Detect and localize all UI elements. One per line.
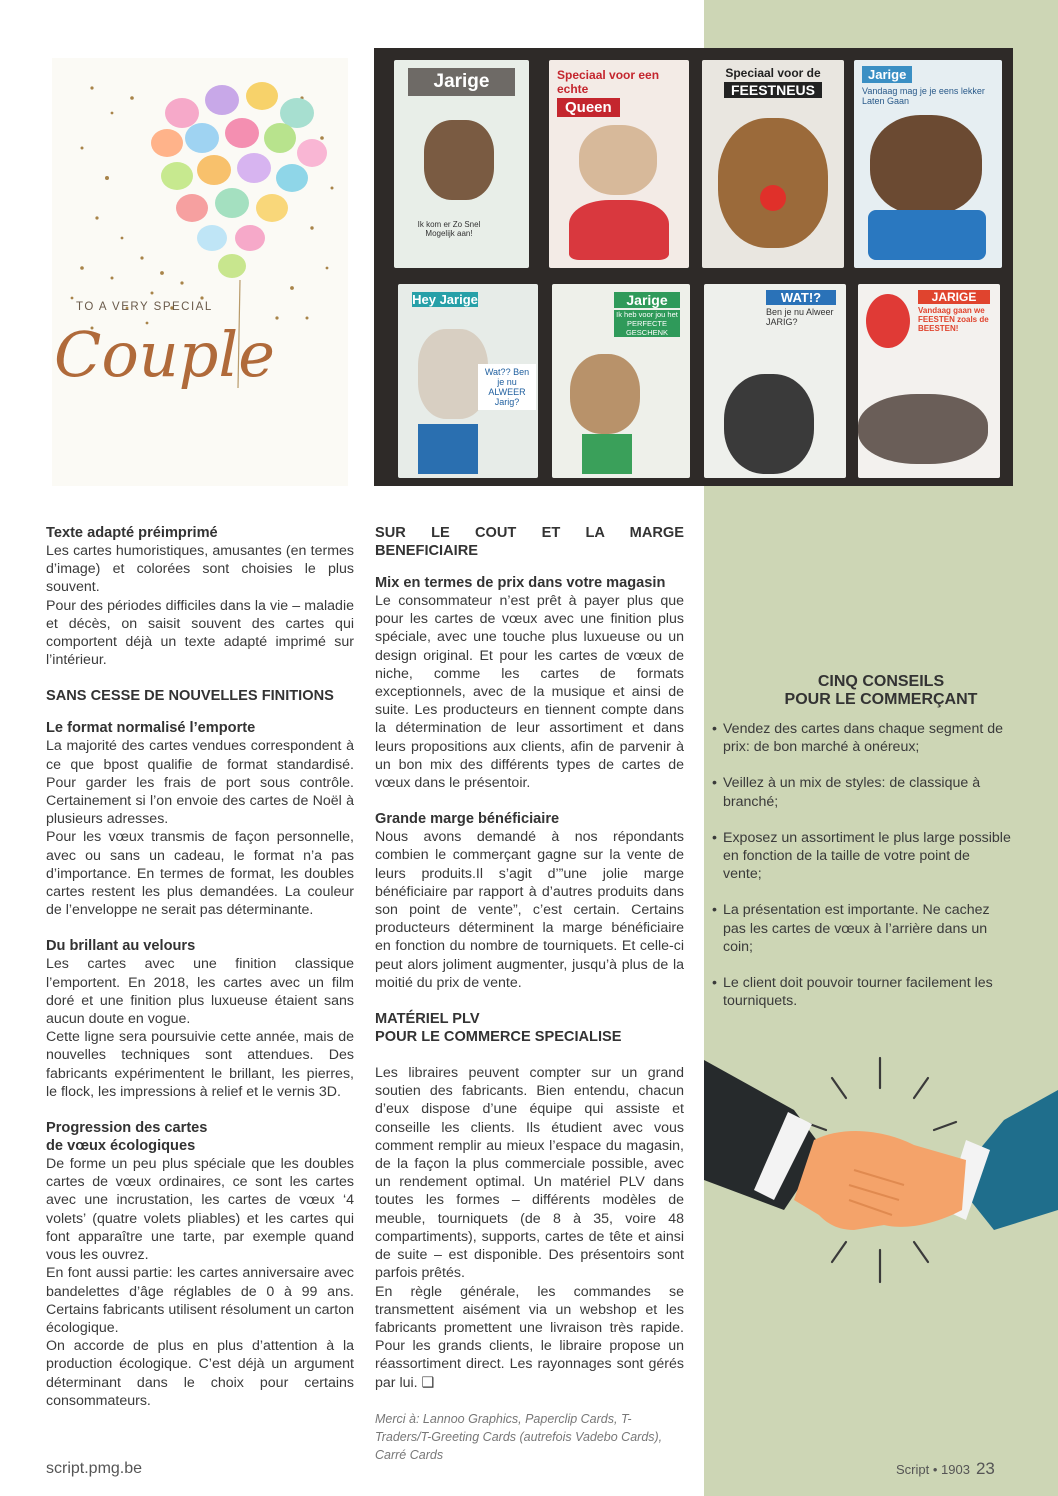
section-heading: MATÉRIEL PLV <box>375 1011 480 1028</box>
handshake-icon <box>704 1050 1058 1300</box>
card-item <box>702 60 844 268</box>
card-title: Jarige <box>862 66 912 83</box>
card-subtitle: Ben je nu Alweer JARIG? <box>766 307 834 327</box>
section-heading: SUR LE COUT ET LA MARGE BENEFICIAIRE <box>375 525 684 559</box>
paragraph: De forme un peu plus spéciale que les doubles cartes de vœux ordinaires, ce sont les cartes avec une incrustation, les cartes de vœux ‘4 volets’ (quatre volets pliables) et les cartes qui font apparaître une tarte, par exemple quand vous les ouvrez. <box>46 1156 354 1264</box>
subheading: Mix en termes de prix dans votre magasin <box>375 575 666 591</box>
card-title: Jarige <box>614 292 680 308</box>
subheading: Grande marge bénéficiaire <box>375 811 560 828</box>
tip-item <box>712 829 1012 884</box>
scooter-illustration <box>569 200 669 260</box>
card-item <box>549 60 689 268</box>
card-subtitle: Wat?? Ben je nu ALWEER Jarig? <box>478 364 536 410</box>
tips-list <box>712 720 1012 1028</box>
section-heading: POUR LE COMMERCE SPECIALISE <box>375 1029 622 1046</box>
cat-illustration <box>570 354 640 434</box>
card-subtitle: Vandaag gaan we FEESTEN zoals de BEESTEN! <box>918 306 989 333</box>
subheading: Progression des cartes <box>46 1120 208 1137</box>
section-heading: SANS CESSE DE NOUVELLES FINITIONS <box>46 688 334 705</box>
paragraph: Les cartes avec une finition classique l’emportent. En 2018, les cartes avec un film doré et une finition plus luxueuse étaient sans aucun doute en vogue. <box>46 956 354 1028</box>
paragraph: On accorde de plus en plus d’attention à la production écologique. C’est déjà un argument déterminant dans le choix pour certains consommateurs. <box>46 1338 354 1409</box>
card-item <box>854 60 1002 268</box>
article-column-1 <box>46 524 354 1410</box>
paragraph: Cette ligne sera poursuivie cette année, mais de nouvelles techniques sont attendues. Des fabricants expérimentent le brillant, les pierres, le flock, les impressions à relief et le vernis 3D. <box>46 1029 354 1100</box>
lion-illustration <box>718 118 828 248</box>
bear-illustration <box>870 115 982 215</box>
clown-nose <box>760 185 786 211</box>
card-subtitle: Vandaag mag je je eens lekker Laten Gaan <box>862 86 985 106</box>
card-subtitle: Ik kom er Zo Snel Mogelijk aan! <box>417 220 481 238</box>
tip-item <box>712 720 1012 756</box>
gorilla-illustration <box>724 374 814 474</box>
tip-item <box>712 774 1012 810</box>
paragraph: La majorité des cartes vendues correspondent à ce que bpost qualifie de format standardisé. Pour garder les frais de port sous contrôle. Certainement si l’on envoie des cartes de Noël à plusieurs adresses. <box>46 738 354 828</box>
bullet: • <box>712 975 717 992</box>
paragraph: Le consommateur n’est prêt à payer plus que pour les cartes de vœux avec une finition plus spéciale, avec une touche plus luxueuse ou un design original. Et pour les cartes de vœux de niche, comme les cartes de formats exceptionnels, avec de la musique et ainsi de suite. Les producteurs en tiennent compte dans la détermination de leur assortiment et dans leurs propositions aux clients, afin de parvenir à un bon mix des différents types de cartes de vœux dans le présentoir. <box>375 593 684 792</box>
gift-illustration <box>418 424 478 474</box>
tip-text: Exposez un assortiment le plus large possible en fonction de la taille de votre point de vente; <box>723 829 1011 883</box>
card-subtitle: Queen <box>557 98 620 117</box>
card-item <box>858 284 1000 478</box>
issue-label: Script • 1903 <box>896 1462 970 1477</box>
bullet: • <box>712 902 717 919</box>
card-subtitle: Ik heb voor jou het PERFECTE GESCHENK <box>614 310 680 337</box>
bullet: • <box>712 775 717 792</box>
paragraph: Pour des périodes difficiles dans la vie – maladie et décès, on saisit souvent des cartes qui comportent déjà un texte adapté imprimé sur l’intérieur. <box>46 597 354 669</box>
subheading: Du brillant au velours <box>46 938 196 955</box>
couple-card-photo <box>52 58 348 486</box>
dog-illustration <box>579 125 657 195</box>
card-title: Speciaal voor de <box>725 66 821 80</box>
paragraph: En règle générale, les commandes se transmettent aisément via un webshop et les fabricants promettent une livraison très rapide. Pour les grands clients, le libraire propose un réassortiment direct. Les rayonnages sont gérés par lui. ❑ <box>375 1283 684 1391</box>
card-title: Jarige <box>408 68 515 96</box>
tip-text: La présentation est importante. Ne cachez pas les cartes de vœux à l’arrière dans un coin; <box>723 902 990 955</box>
tip-text: Vendez des cartes dans chaque segment de prix: de bon marché à onéreux; <box>723 721 1004 756</box>
subheading: Le format normalisé l’emporte <box>46 720 256 737</box>
tip-item <box>712 901 1012 956</box>
card-script: Couple <box>54 318 275 391</box>
paragraph: Les cartes humoristiques, amusantes (en termes d’image) et colorées sont choisies le plus souvent. <box>46 543 354 596</box>
subheading: Texte adapté préimprimé <box>46 525 218 541</box>
paragraph: Nous avons demandé à nos répondants combien le commerçant gagne sur la vente de leurs produits.Il s’agit d’”une jolie marge bénéficiaire par rapport à d’autres produits dans son point de vente”, c’est certain. Certains producteurs déterminent la marge bénéficiaire en fonction du nombre de tourniquets. Et celle-ci peut alors joliment augmenter, jusqu’à plus de la moitié du prix de vente. <box>375 829 684 991</box>
rhino-illustration <box>858 394 988 464</box>
tips-title-line: POUR LE COMMERÇANT <box>784 691 978 708</box>
article-column-2 <box>375 524 684 1464</box>
bullet: • <box>712 829 717 846</box>
footer-url: script.pmg.be <box>46 1460 143 1477</box>
card-item <box>704 284 846 478</box>
card-title: Speciaal voor een echte <box>557 68 660 96</box>
gift-illustration <box>582 434 632 474</box>
card-title: Hey Jarige <box>412 292 478 307</box>
paragraph: Pour les vœux transmis de façon personnelle, avec ou sans un cadeau, le format n’a pas d’importance. En termes de format, les doubles cartes restent les plus demandées. La couleur de l’enveloppe ne serait pas déterminante. <box>46 829 354 919</box>
owl-illustration <box>424 120 494 200</box>
card-item <box>394 60 529 268</box>
heart-balloon-illustration <box>52 58 348 486</box>
paragraph: En font aussi partie: les cartes anniversaire avec bandelettes d’âge réglables de 0 à 99 ans. Certains fabricants utilisent résolument un carton écologique. <box>46 1265 354 1336</box>
page-number: 23 <box>975 1459 995 1478</box>
footer-issue <box>896 1459 995 1479</box>
card-caption: TO A VERY SPECIAL <box>76 301 213 313</box>
paragraph: Les libraires peuvent compter sur un grand soutien des fabricants. Bien entendu, chacun d’eux dispose d’une équipe qui assiste et conseille les clients. Ils étudient avec vous comment remplir au mieux l’espace du magasin, de la façon la plus commerciale possible, avec un rendement optimal. Un matériel PLV dans toutes les formes – différents modèles de meuble, tourniquets (de 8 à 35, voire 48 compartiments), supports, cartes de tête et ainsi de suite – est disponible. Des présentoirs sont parfois prêtés. <box>375 1065 684 1282</box>
subheading: de vœux écologiques <box>46 1138 196 1155</box>
tip-text: Le client doit pouvoir tourner facilement les tourniquets. <box>723 975 993 1010</box>
card-title: WAT!? <box>766 290 836 305</box>
tips-title <box>712 673 1050 709</box>
credits: Merci à: Lannoo Graphics, Paperclip Cards, T-Traders/T-Greeting Cards (autrefois Vadebo Cards), Carré Cards <box>375 1411 663 1462</box>
tip-text: Veillez à un mix de styles: de classique à branché; <box>723 775 981 810</box>
tip-item <box>712 974 1012 1010</box>
card-subtitle: FEESTNEUS <box>724 82 822 98</box>
card-item <box>398 284 538 478</box>
card-item <box>552 284 690 478</box>
balloon-illustration <box>866 294 910 348</box>
tips-title-line: CINQ CONSEILS <box>817 673 945 690</box>
bullet: • <box>712 721 717 737</box>
card-title: JARIGE <box>918 290 990 304</box>
cake-illustration <box>868 210 986 260</box>
greeting-cards-photo <box>374 48 1013 486</box>
